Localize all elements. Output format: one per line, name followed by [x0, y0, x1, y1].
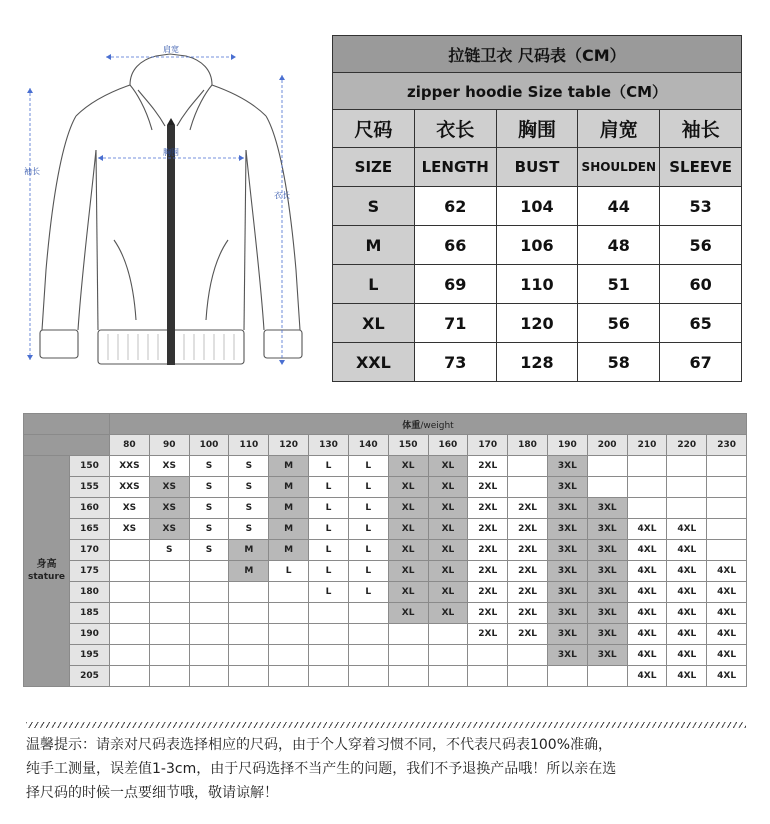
size-cell: [309, 666, 349, 687]
size-cell: 2XL: [508, 561, 548, 582]
size-cell: 3XL: [587, 645, 627, 666]
size-cell: [229, 666, 269, 687]
size-cell: 4XL: [667, 540, 707, 561]
size-cell: S: [229, 519, 269, 540]
size-cell: 3XL: [587, 603, 627, 624]
size-cell: M: [269, 498, 309, 519]
size-cell: 4XL: [667, 582, 707, 603]
size-cell: XS: [149, 477, 189, 498]
size-cell: L: [348, 519, 388, 540]
size-row: [333, 226, 742, 265]
size-cell: L: [348, 540, 388, 561]
size-cell: S: [229, 498, 269, 519]
size-cell: 3XL: [547, 477, 587, 498]
size-cell: [587, 456, 627, 477]
size-cell: L: [348, 498, 388, 519]
size-cell: 4XL: [667, 645, 707, 666]
size-cell: L: [309, 519, 349, 540]
weight-header: [110, 414, 747, 435]
size-cell: [587, 477, 627, 498]
size-cell: [189, 666, 229, 687]
label-sleeve: 袖长: [24, 167, 40, 176]
size-cell: L: [269, 561, 309, 582]
size-row: [333, 187, 742, 226]
size-cell: [707, 540, 747, 561]
chart-row: [24, 519, 747, 540]
size-cell: [149, 603, 189, 624]
size-cell: [627, 498, 667, 519]
size-cell: [229, 645, 269, 666]
size-cell: [707, 456, 747, 477]
size-cell: 4XL: [627, 582, 667, 603]
size-cell: 2XL: [468, 477, 508, 498]
size-cell: [309, 624, 349, 645]
size-table-header-cn: [333, 110, 742, 148]
size-cell: XS: [110, 519, 150, 540]
weight-value: 210: [627, 435, 667, 456]
size-cell: M: [333, 226, 415, 265]
size-cell: [627, 456, 667, 477]
chart-row: [24, 603, 747, 624]
size-cell: XL: [428, 477, 468, 498]
size-cell: 4XL: [627, 519, 667, 540]
size-cell: L: [309, 561, 349, 582]
size-cell: [229, 582, 269, 603]
stature-label: [24, 456, 70, 687]
size-cell: S: [189, 519, 229, 540]
weight-value: 120: [269, 435, 309, 456]
size-cell: XXL: [333, 343, 415, 382]
size-cell: XL: [388, 477, 428, 498]
size-cell: XL: [388, 498, 428, 519]
header-en-bust: BUST: [496, 148, 578, 187]
size-cell: 110: [496, 265, 578, 304]
size-cell: 69: [414, 265, 496, 304]
header-en-shoulder: SHOULDEN: [578, 148, 660, 187]
size-cell: 56: [660, 226, 742, 265]
chart-corner: [24, 435, 110, 456]
size-cell: XXS: [110, 456, 150, 477]
size-cell: 3XL: [587, 624, 627, 645]
size-cell: L: [309, 456, 349, 477]
size-cell: [110, 624, 150, 645]
size-cell: XL: [388, 456, 428, 477]
size-cell: [508, 477, 548, 498]
size-cell: [707, 498, 747, 519]
size-cell: [587, 666, 627, 687]
size-cell: 3XL: [587, 498, 627, 519]
size-row: [333, 343, 742, 382]
size-cell: 3XL: [547, 603, 587, 624]
size-cell: M: [269, 540, 309, 561]
weight-value: 190: [547, 435, 587, 456]
size-cell: 3XL: [587, 540, 627, 561]
size-cell: S: [229, 477, 269, 498]
chart-row: [24, 498, 747, 519]
size-cell: XL: [428, 540, 468, 561]
size-cell: 65: [660, 304, 742, 343]
note-line: 纯手工测量，误差值1-3cm，由于尺码选择不当产生的问题，我们不予退换产品哦！所以亲在选: [26, 761, 617, 777]
size-cell: [149, 561, 189, 582]
size-cell: S: [189, 540, 229, 561]
size-cell: 3XL: [547, 645, 587, 666]
size-cell: XL: [428, 582, 468, 603]
size-cell: 2XL: [468, 498, 508, 519]
dashed-divider: [26, 722, 746, 728]
size-cell: 2XL: [508, 498, 548, 519]
size-cell: 3XL: [547, 456, 587, 477]
size-cell: 120: [496, 304, 578, 343]
size-cell: 4XL: [627, 645, 667, 666]
size-cell: S: [229, 456, 269, 477]
size-cell: 4XL: [667, 519, 707, 540]
label-bust: 胸围: [163, 148, 179, 157]
size-cell: XS: [149, 498, 189, 519]
size-cell: [428, 666, 468, 687]
height-value: 175: [70, 561, 110, 582]
size-cell: 3XL: [547, 540, 587, 561]
stature-label-cn: 身高: [36, 559, 57, 570]
size-cell: L: [348, 582, 388, 603]
size-cell: [388, 624, 428, 645]
size-cell: S: [333, 187, 415, 226]
size-cell: [707, 519, 747, 540]
weight-value: 150: [388, 435, 428, 456]
size-cell: XL: [428, 519, 468, 540]
size-table-subtitle: zipper hoodie Size table（CM）: [333, 73, 742, 110]
size-cell: [667, 456, 707, 477]
size-cell: [388, 666, 428, 687]
size-cell: 3XL: [547, 582, 587, 603]
size-cell: [189, 582, 229, 603]
size-cell: [189, 561, 229, 582]
size-cell: XL: [388, 561, 428, 582]
size-row: [333, 265, 742, 304]
weight-value: 80: [110, 435, 150, 456]
size-cell: 2XL: [508, 624, 548, 645]
size-cell: 71: [414, 304, 496, 343]
note-line: 择尺码的时候一点要细节哦，敬请谅解！: [26, 785, 278, 801]
size-cell: 2XL: [468, 582, 508, 603]
size-cell: L: [309, 477, 349, 498]
size-cell: XL: [428, 456, 468, 477]
label-shoulder: 肩宽: [163, 45, 179, 54]
header-cn-length: 衣长: [414, 110, 496, 148]
size-cell: M: [229, 540, 269, 561]
size-cell: 2XL: [468, 561, 508, 582]
weight-value: 200: [587, 435, 627, 456]
size-cell: L: [348, 456, 388, 477]
size-cell: 3XL: [547, 624, 587, 645]
size-cell: [110, 603, 150, 624]
size-cell: XL: [388, 519, 428, 540]
size-cell: [189, 624, 229, 645]
size-cell: [189, 645, 229, 666]
header-cn-sleeve: 袖长: [660, 110, 742, 148]
chart-row: [24, 477, 747, 498]
size-cell: [348, 645, 388, 666]
height-value: 185: [70, 603, 110, 624]
size-cell: L: [309, 540, 349, 561]
size-cell: XL: [388, 603, 428, 624]
size-cell: 4XL: [627, 666, 667, 687]
size-cell: 106: [496, 226, 578, 265]
size-table-title: 拉链卫衣 尺码表（CM）: [333, 36, 742, 73]
size-cell: 2XL: [468, 456, 508, 477]
chart-row: [24, 624, 747, 645]
size-cell: 4XL: [667, 624, 707, 645]
size-cell: 2XL: [468, 624, 508, 645]
size-cell: XL: [388, 540, 428, 561]
chart-corner: [24, 414, 110, 435]
size-cell: 48: [578, 226, 660, 265]
size-cell: XS: [149, 519, 189, 540]
hoodie-illustration: [18, 30, 328, 385]
size-cell: 2XL: [508, 540, 548, 561]
size-cell: 67: [660, 343, 742, 382]
size-cell: L: [309, 582, 349, 603]
size-cell: XS: [149, 456, 189, 477]
size-cell: S: [189, 456, 229, 477]
size-table-header-en: [333, 148, 742, 187]
chart-row: [24, 456, 747, 477]
weight-label-en: /weight: [420, 420, 454, 431]
height-value: 170: [70, 540, 110, 561]
size-cell: M: [269, 477, 309, 498]
size-cell: 104: [496, 187, 578, 226]
size-cell: 4XL: [707, 603, 747, 624]
size-cell: [269, 624, 309, 645]
header-cn-shoulder: 肩宽: [578, 110, 660, 148]
size-cell: 4XL: [627, 624, 667, 645]
size-cell: 2XL: [468, 603, 508, 624]
weight-label-cn: 体重: [402, 420, 421, 431]
chart-row: [24, 645, 747, 666]
size-cell: S: [189, 498, 229, 519]
weight-height-chart: [23, 413, 747, 687]
chart-row: [24, 540, 747, 561]
header-en-length: LENGTH: [414, 148, 496, 187]
size-cell: 3XL: [547, 498, 587, 519]
size-cell: L: [333, 265, 415, 304]
height-value: 165: [70, 519, 110, 540]
size-cell: 44: [578, 187, 660, 226]
size-cell: 3XL: [587, 582, 627, 603]
size-cell: [508, 645, 548, 666]
size-cell: [627, 477, 667, 498]
size-cell: 4XL: [707, 624, 747, 645]
notes: [26, 733, 748, 805]
size-cell: M: [229, 561, 269, 582]
size-table: [332, 35, 742, 382]
size-cell: [229, 603, 269, 624]
size-cell: 2XL: [468, 519, 508, 540]
chart-row: [24, 666, 747, 687]
size-cell: 62: [414, 187, 496, 226]
size-cell: 4XL: [707, 561, 747, 582]
weight-value: 160: [428, 435, 468, 456]
size-row: [333, 304, 742, 343]
size-cell: XL: [428, 561, 468, 582]
height-value: 155: [70, 477, 110, 498]
size-cell: [149, 624, 189, 645]
size-cell: XXS: [110, 477, 150, 498]
weight-value: 90: [149, 435, 189, 456]
size-cell: XL: [388, 582, 428, 603]
size-cell: 3XL: [547, 561, 587, 582]
header-en-size: SIZE: [333, 148, 415, 187]
size-cell: [269, 666, 309, 687]
size-cell: [667, 477, 707, 498]
size-cell: S: [149, 540, 189, 561]
size-cell: 2XL: [508, 582, 548, 603]
size-cell: [388, 645, 428, 666]
size-cell: 4XL: [627, 561, 667, 582]
size-cell: [667, 498, 707, 519]
height-value: 150: [70, 456, 110, 477]
size-cell: [110, 666, 150, 687]
weight-value: 100: [189, 435, 229, 456]
size-cell: [269, 645, 309, 666]
header-cn-size: 尺码: [333, 110, 415, 148]
chart-row: [24, 561, 747, 582]
size-cell: 4XL: [627, 540, 667, 561]
size-cell: [110, 645, 150, 666]
height-value: 205: [70, 666, 110, 687]
weight-value: 130: [309, 435, 349, 456]
size-cell: 2XL: [508, 519, 548, 540]
size-cell: 2XL: [508, 603, 548, 624]
height-value: 195: [70, 645, 110, 666]
size-cell: M: [269, 519, 309, 540]
size-cell: [468, 645, 508, 666]
size-cell: [269, 582, 309, 603]
size-cell: 53: [660, 187, 742, 226]
label-length: 衣长: [274, 191, 290, 200]
size-cell: 2XL: [468, 540, 508, 561]
size-cell: [508, 456, 548, 477]
height-value: 180: [70, 582, 110, 603]
size-cell: 3XL: [547, 519, 587, 540]
size-cell: 56: [578, 304, 660, 343]
size-cell: M: [269, 456, 309, 477]
size-cell: [348, 603, 388, 624]
header-cn-bust: 胸围: [496, 110, 578, 148]
size-cell: L: [348, 561, 388, 582]
size-cell: [348, 624, 388, 645]
stature-label-en: stature: [28, 572, 65, 582]
size-cell: 4XL: [627, 603, 667, 624]
weight-value: 140: [348, 435, 388, 456]
size-cell: XL: [428, 498, 468, 519]
size-cell: [428, 645, 468, 666]
size-cell: [348, 666, 388, 687]
height-value: 160: [70, 498, 110, 519]
size-cell: 66: [414, 226, 496, 265]
size-cell: S: [189, 477, 229, 498]
size-cell: 4XL: [707, 666, 747, 687]
weight-value: 230: [707, 435, 747, 456]
weight-value: 180: [508, 435, 548, 456]
note-line: 温馨提示：请亲对尺码表选择相应的尺码，由于个人穿着习惯不同，不代表尺码表100%准确，: [26, 737, 613, 753]
size-cell: XS: [110, 498, 150, 519]
size-cell: [110, 582, 150, 603]
size-cell: [707, 477, 747, 498]
weight-value: 220: [667, 435, 707, 456]
size-cell: [149, 645, 189, 666]
size-cell: [149, 582, 189, 603]
size-cell: 128: [496, 343, 578, 382]
size-cell: [468, 666, 508, 687]
size-cell: [189, 603, 229, 624]
header-en-sleeve: SLEEVE: [660, 148, 742, 187]
size-cell: 3XL: [587, 561, 627, 582]
size-cell: [269, 603, 309, 624]
zipper: [167, 125, 175, 365]
size-cell: 4XL: [667, 603, 707, 624]
size-cell: L: [309, 498, 349, 519]
size-cell: 73: [414, 343, 496, 382]
size-cell: [309, 645, 349, 666]
size-cell: XL: [428, 603, 468, 624]
size-cell: [309, 603, 349, 624]
height-value: 190: [70, 624, 110, 645]
size-cell: 4XL: [707, 645, 747, 666]
size-cell: [149, 666, 189, 687]
size-cell: 60: [660, 265, 742, 304]
weight-value: 110: [229, 435, 269, 456]
size-cell: 4XL: [667, 666, 707, 687]
size-cell: 51: [578, 265, 660, 304]
size-cell: [110, 540, 150, 561]
size-cell: 4XL: [707, 582, 747, 603]
size-cell: [508, 666, 548, 687]
size-cell: 3XL: [587, 519, 627, 540]
size-cell: 58: [578, 343, 660, 382]
size-cell: [229, 624, 269, 645]
size-cell: [110, 561, 150, 582]
chart-row: [24, 582, 747, 603]
size-cell: XL: [333, 304, 415, 343]
size-cell: [547, 666, 587, 687]
size-cell: 4XL: [667, 561, 707, 582]
weight-value: 170: [468, 435, 508, 456]
size-cell: L: [348, 477, 388, 498]
size-cell: [428, 624, 468, 645]
